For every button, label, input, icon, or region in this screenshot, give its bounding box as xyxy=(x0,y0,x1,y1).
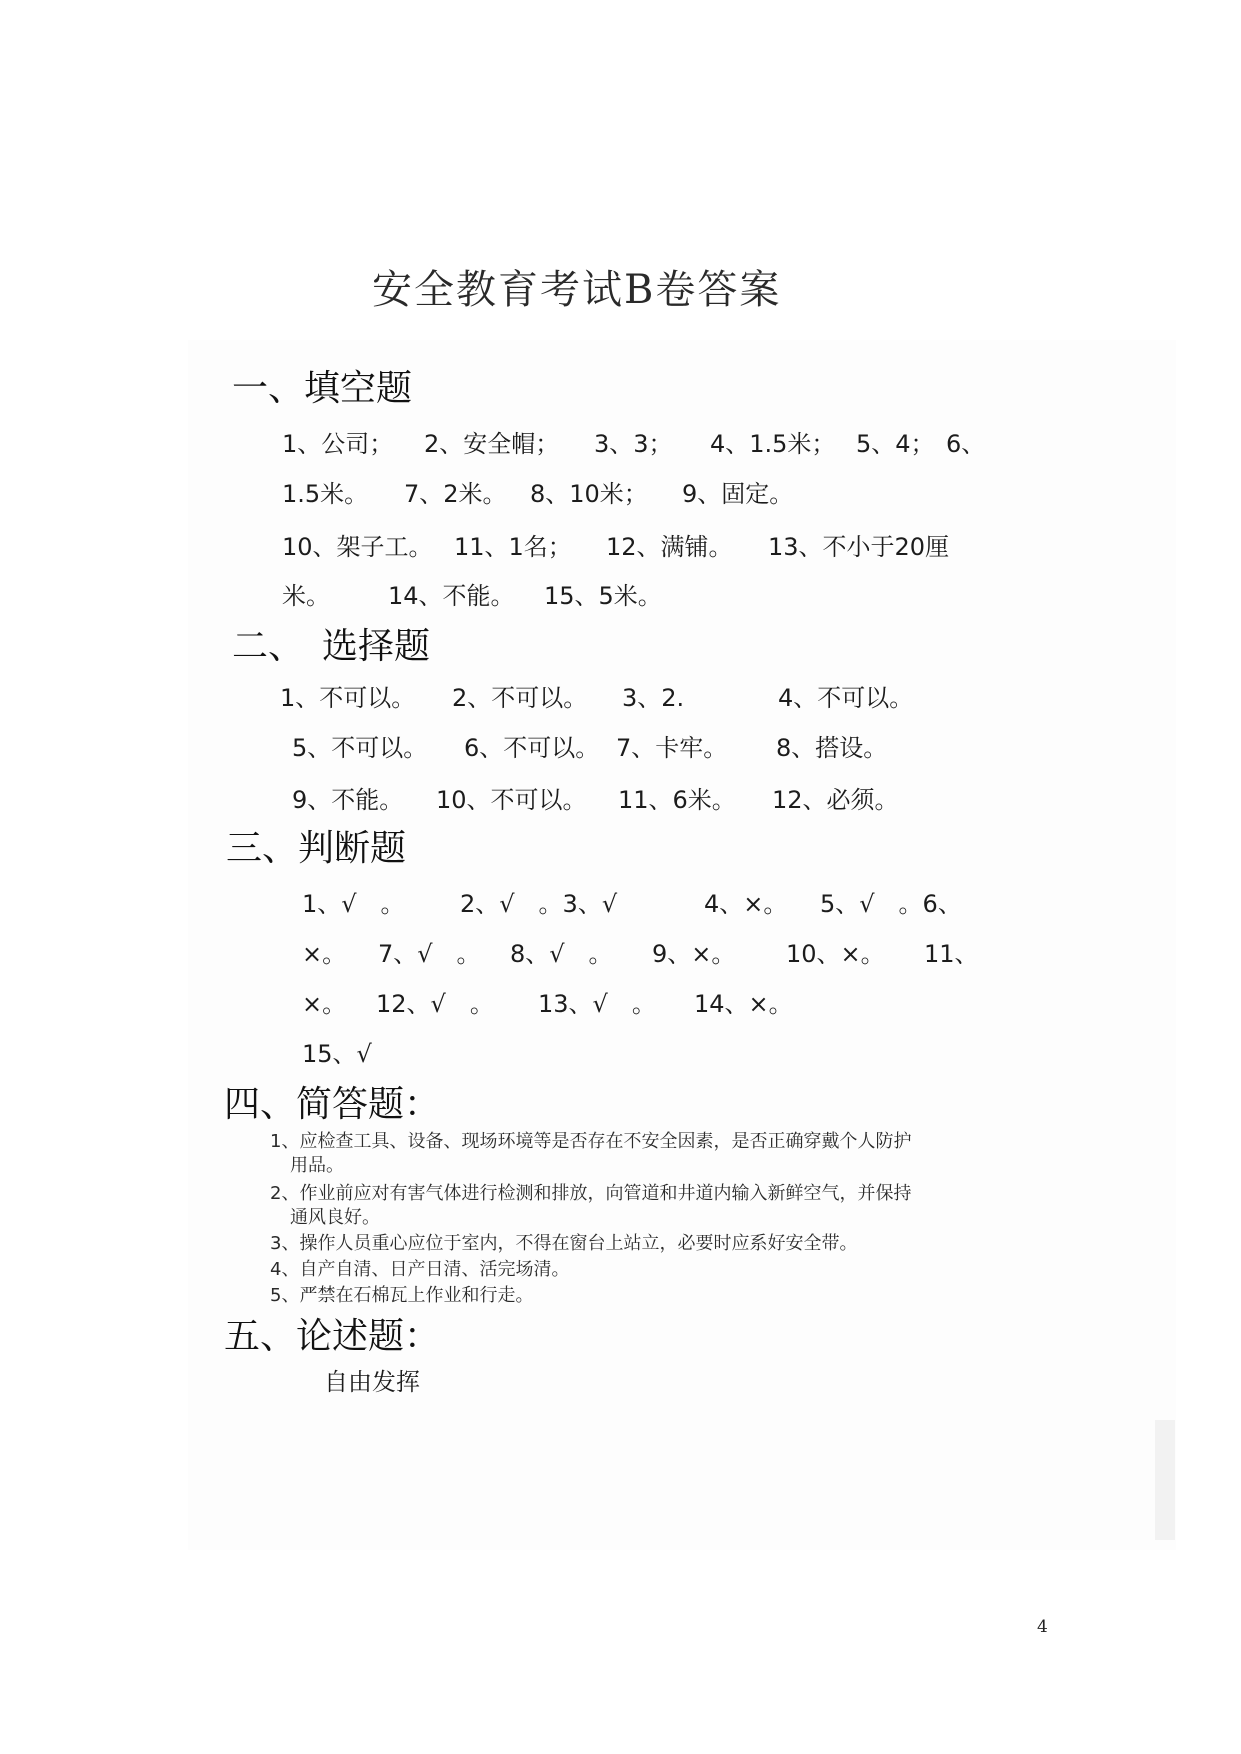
section-heading-judge: 三、判断题 xyxy=(226,828,407,869)
judge-answer: 5、√ 。6、 xyxy=(820,890,962,918)
choice-answer: 1、不可以。 xyxy=(280,684,416,712)
section-heading-essay: 五、论述题： xyxy=(224,1316,441,1357)
short-answer-line: 2、作业前应对有害气体进行检测和排放，向管道和井道内输入新鲜空气，并保持 xyxy=(270,1183,912,1204)
fill-answer: 13、不小于20厘 xyxy=(768,533,950,561)
page-number: 4 xyxy=(1037,1617,1048,1637)
choice-answer: 3、2. xyxy=(622,684,685,712)
fill-answer: 4、1.5米； xyxy=(710,430,836,458)
short-answer-line: 3、操作人员重心应位于室内，不得在窗台上站立，必要时应系好安全带。 xyxy=(270,1233,858,1254)
fill-answer: 15、5米。 xyxy=(544,582,662,610)
judge-row-1 xyxy=(302,884,982,918)
judge-answer: 4、×。 xyxy=(704,890,788,918)
judge-answer: 7、√ 。 xyxy=(378,940,481,968)
judge-answer: 14、×。 xyxy=(694,990,793,1018)
judge-answer: ×。 xyxy=(302,990,347,1018)
scan-edge-shadow xyxy=(1155,1420,1175,1540)
fill-answer: 3、3； xyxy=(594,430,673,458)
fill-row-3 xyxy=(282,527,982,561)
short-answer-line: 5、严禁在石棉瓦上作业和行走。 xyxy=(270,1285,534,1306)
section-heading-choice: 二、 选择题 xyxy=(232,626,431,667)
fill-row-1 xyxy=(282,424,986,458)
section-heading-fill: 一、填空题 xyxy=(232,368,413,409)
choice-answer: 6、不可以。 xyxy=(464,734,600,762)
choice-answer: 2、不可以。 xyxy=(452,684,588,712)
choice-answer: 9、不能。 xyxy=(292,786,404,814)
judge-answer: 2、√ 。3、√ xyxy=(460,890,618,918)
choice-answer: 4、不可以。 xyxy=(778,684,914,712)
short-answer-line: 1、应检查工具、设备、现场环境等是否存在不安全因素，是否正确穿戴个人防护 xyxy=(270,1131,912,1152)
fill-answer: 9、固定。 xyxy=(682,480,794,508)
judge-answer: 8、√ 。 xyxy=(510,940,613,968)
judge-row-3 xyxy=(302,984,982,1018)
judge-answer: 9、×。 xyxy=(652,940,736,968)
judge-answer: 12、√ 。 xyxy=(376,990,494,1018)
fill-answer: 11、1名； xyxy=(454,533,572,561)
judge-answer: 1、√ 。 xyxy=(302,890,405,918)
essay-answer: 自由发挥 xyxy=(324,1368,420,1396)
judge-row-2 xyxy=(302,934,982,968)
fill-row-4 xyxy=(282,576,982,610)
choice-answer: 5、不可以。 xyxy=(292,734,428,762)
choice-answer: 7、卡牢。 xyxy=(616,734,728,762)
fill-answer: 米。 xyxy=(282,582,330,610)
fill-answer: 2、安全帽； xyxy=(424,430,560,458)
choice-answer: 10、不可以。 xyxy=(436,786,587,814)
short-answer-line: 4、自产自清、日产日清、活完场清。 xyxy=(270,1259,570,1280)
judge-answer: ×。 xyxy=(302,940,347,968)
judge-answer: 13、√ 。 xyxy=(538,990,656,1018)
choice-answer: 11、6米。 xyxy=(618,786,736,814)
judge-answer: 11、 xyxy=(924,940,979,968)
fill-answer: 12、满铺。 xyxy=(606,533,733,561)
fill-row-2 xyxy=(282,474,982,508)
short-answer-line: 用品。 xyxy=(290,1155,344,1176)
document-title: 安全教育考试B卷答案 xyxy=(372,267,782,313)
choice-row-2 xyxy=(292,728,992,762)
fill-answer: 1.5米。 xyxy=(282,480,369,508)
fill-answer: 10、架子工。 xyxy=(282,533,433,561)
judge-answer: 15、√ xyxy=(302,1040,372,1068)
fill-answer: 5、4； xyxy=(856,430,935,458)
judge-row-4 xyxy=(302,1034,602,1068)
judge-answer: 10、×。 xyxy=(786,940,885,968)
fill-answer: 6、 xyxy=(946,430,986,458)
choice-answer: 12、必须。 xyxy=(772,786,899,814)
choice-row-3 xyxy=(292,780,992,814)
choice-answer: 8、搭设。 xyxy=(776,734,888,762)
choice-row-1 xyxy=(280,678,980,712)
fill-answer: 7、2米。 xyxy=(404,480,507,508)
section-heading-short: 四、简答题： xyxy=(224,1084,441,1125)
short-answer-line: 通风良好。 xyxy=(290,1207,380,1228)
fill-answer: 14、不能。 xyxy=(388,582,515,610)
fill-answer: 8、10米； xyxy=(530,480,648,508)
fill-answer: 1、公司； xyxy=(282,430,394,458)
